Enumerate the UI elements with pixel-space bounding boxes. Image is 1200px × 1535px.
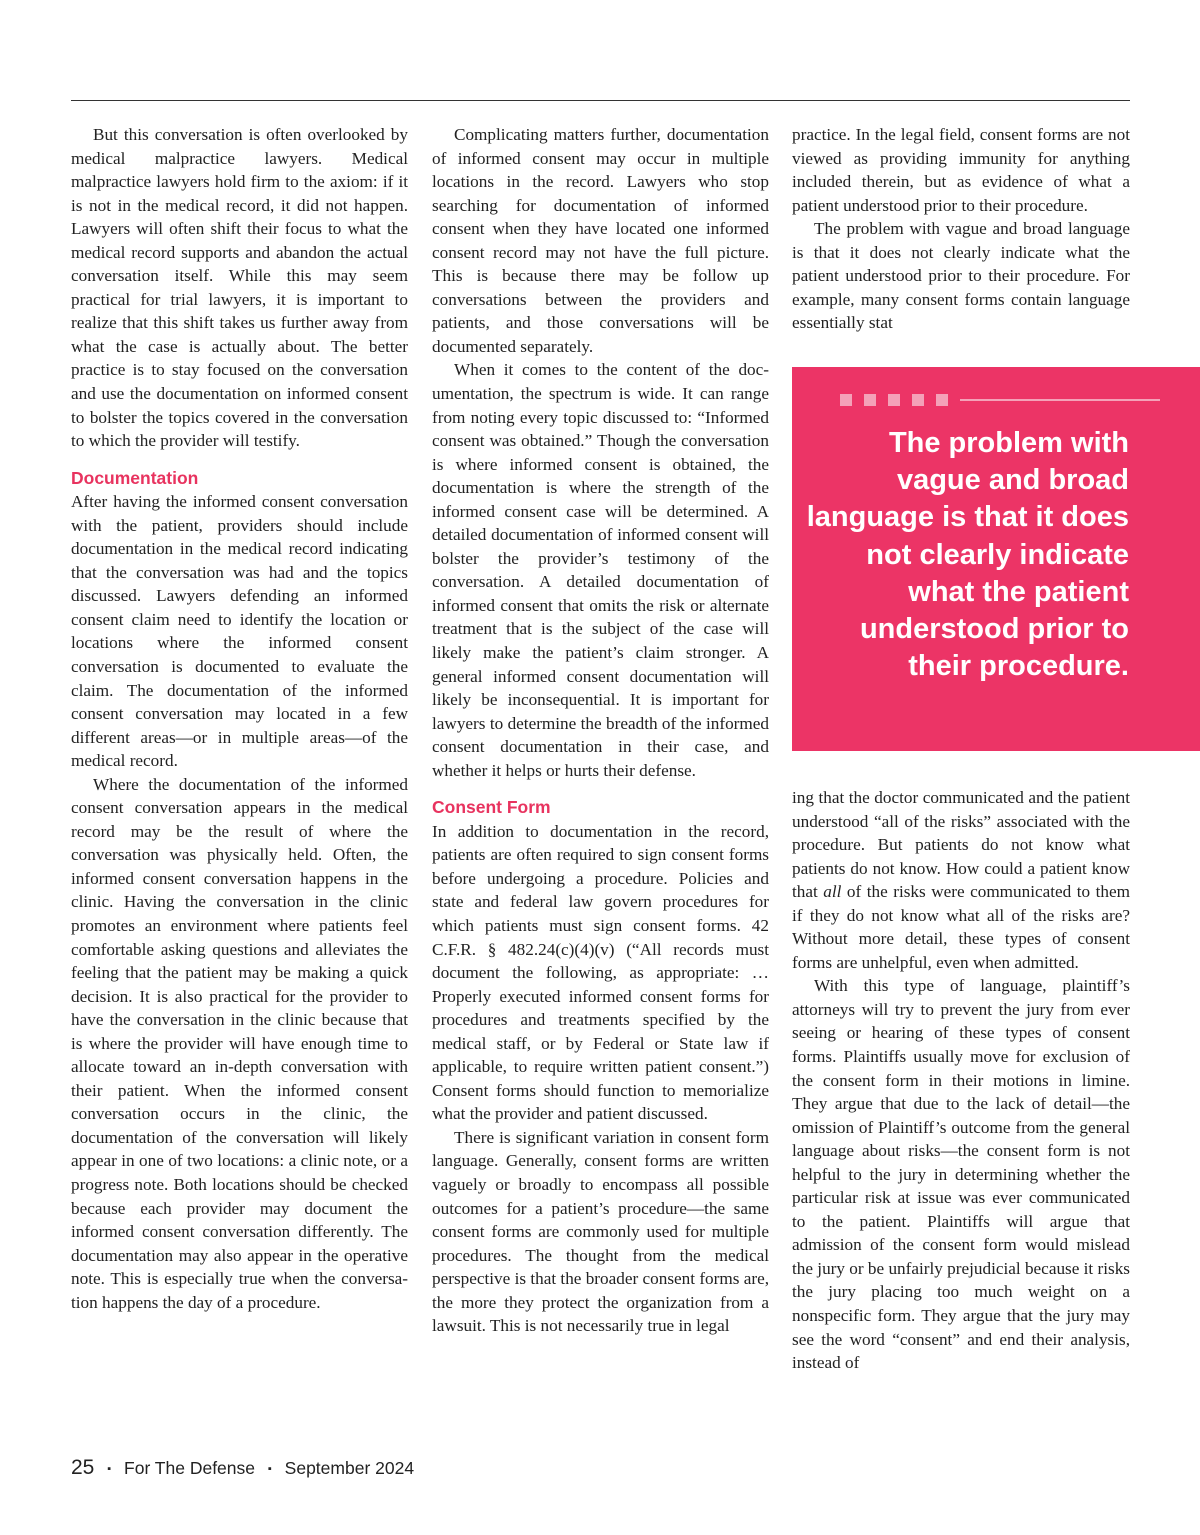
footer-separator: ▪ [267,1463,272,1475]
footer-separator: ▪ [107,1463,112,1475]
dot-square [936,394,948,406]
paragraph: In addition to documentation in the record, patients are often required to sign consent forms before undergoing a procedure. Policies and state and federal law govern procedures for which patients must sign consent forms. 42 C.F.R. § 482.24(c)(4)(v) (“All records must document the following, as appropriate: … Properly executed informed consent forms for procedures and treatments specified by the medical staff, or by Federal or State law if applicable, to require written patient consent.”) Consent forms should function to memorialize what the provider and patient discussed. [432,821,769,1124]
emphasis: all [823,882,842,902]
paragraph: practice. In the legal field, consent forms are not viewed as providing immunity for anything included therein, but as evidence of what a patient understood prior to their procedure. [792,125,1130,215]
dot-square [912,394,924,406]
column-1 [71,123,408,1314]
page-footer [71,1456,414,1480]
text-run: ing that the doctor communicated and the patient understood “all of the risks” associated with the procedure. But patients do not know what patients do not know. How could a patient know that [792,788,1130,902]
top-rule [71,100,1130,101]
paragraph: When it comes to the content of the documentation, the spectrum is wide. It can range from noting every topic discussed to: “Informed consent was obtained.” Though the conversation is where informed consent is obtained, the documentation is where the strength of the informed consent case will be determined. A detailed documentation of informed consent will bolster the provider’s testimony of the conversation. A detailed documentation of informed consent that omits the risk or alternate treatment that is the subject of the case will likely make the patient’s claim stronger. A general informed consent documentation will likely be inconsequential. It is important for lawyers to determine the breadth of the informed consent documentation in their case, and whether it helps or hurts their defense. [432,360,769,780]
paragraph: The problem with vague and broad language is that it does not clearly indicate what the patient understood prior to their procedure. For example, many consent forms contain language essentially stat [792,219,1130,333]
publication-name: For The Defense [124,1458,256,1478]
paragraph: There is significant variation in consent form language. Generally, consent forms are written vaguely or broadly to encompass all possible outcomes for a patient’s procedure—the same consent forms are commonly used for multiple procedures. The thought from the medical perspective is that the broader consent forms are, the more they protect the organization from a lawsuit. This is not necessarily true in legal [432,1127,769,1336]
section-heading-documentation: Documentation [71,467,199,488]
paragraph: After having the informed consent conversation with the patient, providers should include documentation in the medical record indicating that the conversation was had and the topics discussed. Lawyers defending an informed consent claim need to identify the location or locations where the informed consent conversation is documented to evaluate the claim. The documentation of the informed consent conversation may located in a few different areas—or in multiple areas—of the medical record. [71,492,408,771]
page-number: 25 [71,1456,95,1479]
decorative-dots [840,394,1160,408]
decorative-line [960,399,1160,401]
paragraph: Where the documentation of the informed consent conversation appears in the medical record may be the result of where the conversation was physically held. Often, the informed consent conversation happens in the clinic. Having the conversation in the clinic promotes an environment where patients feel comfortable asking questions and alleviates the feeling that the patient may be making a quick decision. It is also practical for the provider to have the conversation in the clinic because that is where the provider will have enough time to allocate toward an in-depth conversation with their patient. When the informed consent conversation occurs in the clinic, the documentation of the conversation will likely appear in one of two locations: a clinic note, or a progress note. Both locations should be checked because each provider may document the informed consent conversation differently. The documentation may also appear in the operative note. This is especially true when the conversation happens the day of a procedure. [71,774,408,1312]
paragraph [792,786,1130,974]
dot-square [840,394,852,406]
issue-date: September 2024 [284,1458,415,1478]
paragraph: But this conversation is often overlooked by medical malpractice lawyers. Medical malpractice lawyers hold firm to the axiom: if it is not in the medical record, it did not happen. Lawyers will often shift their focus to what the medical record supports and abandon the actual conversation itself. While this may seem practical for trial lawyers, it is important to realize that this shift takes us further away from what the case is actually about. The better practice is to stay focused on the conversation and use the documentation on informed consent to bolster the topics covered in the conversation to which the provider will testify. [71,125,408,451]
section-heading-consent-form: Consent Form [432,797,551,818]
column-3-bottom [792,786,1130,1375]
column-3-top [792,123,1130,335]
pull-quote-text: The problem with vague and broad language is that it does not clearly indicate what the patient understood prior to their procedure. [806,427,1129,683]
text-run: of the risks were communicated to them if they do not know what all of the risks are? Without more detail, these types of consent forms are unhelpful, even when admitted. [792,882,1131,972]
pull-quote-box [792,367,1200,751]
dot-square [864,394,876,406]
column-2 [432,123,769,1338]
paragraph: Complicating matters further, documentation of informed consent may occur in multiple locations in the record. Lawyers who stop searching for documentation of informed consent when they have located one informed consent record may not have the full picture. This is because there may be follow up conversations between the providers and patients, and those conversations will be documented separately. [432,125,769,356]
dot-square [888,394,900,406]
paragraph: With this type of language, plaintiff’s attorneys will try to prevent the jury from ever seeing or hearing of these types of consent forms. Plaintiffs usually move for exclusion of the consent form in their motions in limine. They argue that due to the lack of detail—the omission of Plaintiff’s outcome from the general language about risks—the consent form is not helpful to the jury in determining whether the particular risk at issue was ever communicated to the patient. Plaintiffs will argue that admission of the consent form would mislead the jury or be unfairly prejudicial because it risks the jury placing too much weight on a nonspecific form. They argue that the jury may see the word “consent” and end their analysis, instead of [792,976,1130,1373]
